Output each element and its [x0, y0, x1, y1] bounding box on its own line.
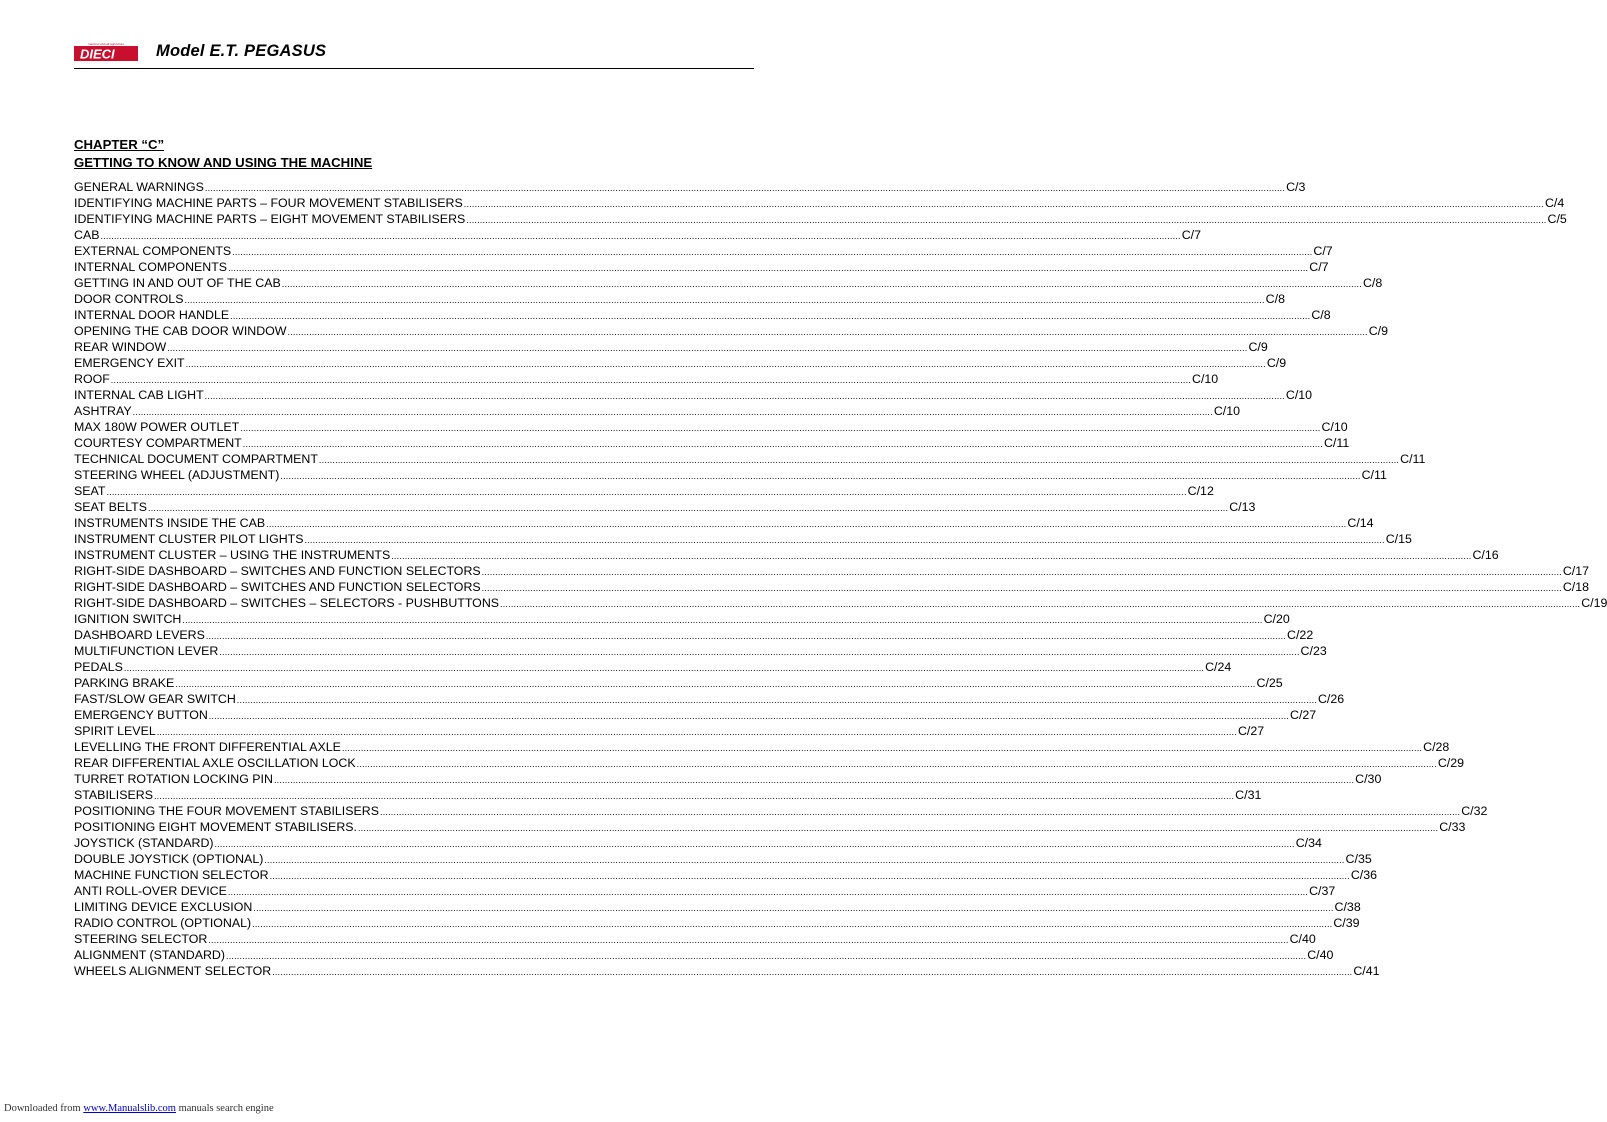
dot-leader: ................................................................................................................................................................................................................................................................................................................................................................................................................ [280, 471, 1361, 481]
toc-entry[interactable] [74, 307, 1331, 323]
toc-entry[interactable] [74, 579, 1590, 595]
dot-leader: ................................................................................................................................................................................................................................................................................................................................................................................................................ [214, 839, 1295, 849]
toc-entry[interactable] [74, 739, 1450, 755]
toc-entry-title: LEVELLING THE FRONT DIFFERENTIAL AXLE [74, 740, 341, 754]
toc-entry[interactable] [74, 643, 1327, 659]
toc-entry-title: EMERGENCY BUTTON [74, 708, 208, 722]
toc-entry-page: C/30 [1355, 772, 1382, 786]
toc-entry-title: INSTRUMENT CLUSTER PILOT LIGHTS [74, 532, 304, 546]
toc-entry-title: WHEELS ALIGNMENT SELECTOR [74, 964, 272, 978]
toc-entry-title: SPIRIT LEVEL [74, 724, 156, 738]
toc-entry-page: C/5 [1547, 212, 1567, 226]
toc-entry-page: C/9 [1266, 356, 1287, 370]
toc-entry-title: IGNITION SWITCH [74, 612, 182, 626]
toc-entry-title: EMERGENCY EXIT [74, 356, 185, 370]
dot-leader: ................................................................................................................................................................................................................................................................................................................................................................................................................ [380, 807, 1461, 817]
dot-leader: ................................................................................................................................................................................................................................................................................................................................................................................................................ [204, 391, 1285, 401]
toc-entry-title: STEERING WHEEL (ADJUSTMENT) [74, 468, 280, 482]
toc-entry[interactable] [74, 387, 1313, 403]
toc-entry-title: TURRET ROTATION LOCKING PIN [74, 772, 273, 786]
toc-entry-page: C/40 [1289, 932, 1316, 946]
toc-entry[interactable] [74, 947, 1334, 963]
toc-entry[interactable] [74, 787, 1262, 803]
toc-entry[interactable] [74, 915, 1360, 931]
toc-entry-page: C/7 [1181, 228, 1201, 242]
toc-entry-title: RADIO CONTROL (OPTIONAL) [74, 916, 252, 930]
toc-entry[interactable] [74, 451, 1426, 467]
dieci-logo [74, 42, 138, 62]
toc-entry[interactable] [74, 403, 1240, 419]
toc-entry[interactable] [74, 435, 1350, 451]
download-footer [4, 1103, 274, 1114]
toc-entry[interactable] [74, 563, 1590, 579]
toc-entry-title: RIGHT-SIDE DASHBOARD – SWITCHES – SELECTORS - PUSHBUTTONS [74, 596, 500, 610]
dot-leader: ................................................................................................................................................................................................................................................................................................................................................................................................................ [167, 343, 1248, 353]
dot-leader: ................................................................................................................................................................................................................................................................................................................................................................................................................ [481, 583, 1562, 593]
toc-entry[interactable] [74, 275, 1383, 291]
dot-leader: ................................................................................................................................................................................................................................................................................................................................................................................................................ [356, 759, 1437, 769]
toc-entry-title: ANTI ROLL-OVER DEVICE [74, 884, 227, 898]
dot-leader: ................................................................................................................................................................................................................................................................................................................................................................................................................ [240, 423, 1321, 433]
dot-leader: ................................................................................................................................................................................................................................................................................................................................................................................................................ [264, 855, 1345, 865]
toc-entry[interactable] [74, 227, 1201, 243]
dot-leader: ................................................................................................................................................................................................................................................................................................................................................................................................................ [132, 407, 1213, 417]
dot-leader: ................................................................................................................................................................................................................................................................................................................................................................................................................ [228, 263, 1309, 273]
toc-entry-title: MAX 180W POWER OUTLET [74, 420, 240, 434]
toc-entry-title: REAR DIFFERENTIAL AXLE OSCILLATION LOCK [74, 756, 356, 770]
toc-entry-title: DASHBOARD LEVERS [74, 628, 205, 642]
toc-entry-title: TECHNICAL DOCUMENT COMPARTMENT [74, 452, 318, 466]
dot-leader: ................................................................................................................................................................................................................................................................................................................................................................................................................ [272, 967, 1353, 977]
dot-leader: ................................................................................................................................................................................................................................................................................................................................................................................................................ [281, 279, 1362, 289]
dot-leader: ................................................................................................................................................................................................................................................................................................................................................................................................................ [106, 487, 1187, 497]
chapter-title: GETTING TO KNOW AND USING THE MACHINE [74, 155, 373, 170]
toc-entry[interactable] [74, 371, 1219, 387]
toc-entry[interactable] [74, 771, 1382, 787]
toc-entry-title: FAST/SLOW GEAR SWITCH [74, 692, 236, 706]
toc-entry[interactable] [74, 547, 1499, 563]
toc-entry-title: RIGHT-SIDE DASHBOARD – SWITCHES AND FUNCTION SELECTORS [74, 564, 481, 578]
toc-entry-title: SEAT BELTS [74, 500, 147, 514]
toc-entry-page: C/3 [1286, 180, 1306, 194]
model-title: Model E.T. PEGASUS [156, 42, 327, 60]
dot-leader: ................................................................................................................................................................................................................................................................................................................................................................................................................ [148, 503, 1229, 513]
toc-entry[interactable] [74, 419, 1348, 435]
toc-entry-title: ASHTRAY [74, 404, 132, 418]
toc-entry[interactable] [74, 883, 1336, 899]
table-of-contents [74, 179, 1607, 979]
toc-entry[interactable] [74, 291, 1285, 307]
toc-entry-title: ROOF [74, 372, 110, 386]
toc-entry-title: IDENTIFYING MACHINE PARTS – EIGHT MOVEMENT STABILISERS [74, 212, 466, 226]
toc-entry-page: C/24 [1205, 660, 1232, 674]
toc-entry-page: C/29 [1437, 756, 1465, 770]
toc-entry[interactable] [74, 963, 1380, 979]
toc-entry[interactable] [74, 691, 1345, 707]
toc-entry-page: C/4 [1544, 196, 1565, 210]
toc-entry-title: STEERING SELECTOR [74, 932, 208, 946]
toc-entry-title: IDENTIFYING MACHINE PARTS – FOUR MOVEMENT STABILISERS [74, 196, 463, 210]
toc-entry[interactable] [74, 531, 1412, 547]
toc-entry[interactable] [74, 819, 1466, 835]
toc-entry-title: GETTING IN AND OUT OF THE CAB [74, 276, 281, 290]
toc-entry-page: C/8 [1311, 308, 1331, 322]
toc-entry[interactable] [74, 611, 1290, 627]
toc-entry-title: JOYSTICK (STANDARD) [74, 836, 214, 850]
toc-entry-page: C/11 [1323, 436, 1350, 450]
toc-entry[interactable] [74, 323, 1388, 339]
toc-entry-page: C/39 [1333, 916, 1360, 930]
toc-entry-title: SEAT [74, 484, 106, 498]
toc-entry[interactable] [74, 243, 1333, 259]
toc-entry[interactable] [74, 179, 1306, 195]
toc-entry-page: C/10 [1285, 388, 1313, 402]
logo-tagline: machine with all agriculture [88, 42, 125, 46]
toc-entry-title: POSITIONING THE FOUR MOVEMENT STABILISERS [74, 804, 379, 818]
footer-suffix: manuals search engine [175, 1103, 274, 1114]
dot-leader: ................................................................................................................................................................................................................................................................................................................................................................................................................ [230, 311, 1311, 321]
dot-leader: ................................................................................................................................................................................................................................................................................................................................................................................................................ [184, 295, 1265, 305]
toc-entry-page: C/10 [1192, 372, 1219, 386]
toc-entry-page: C/34 [1295, 836, 1322, 850]
toc-entry-page: C/8 [1362, 276, 1383, 290]
toc-entry[interactable] [74, 867, 1377, 883]
toc-entry-title: EXTERNAL COMPONENTS [74, 244, 232, 258]
logo-text: DIECI [80, 46, 115, 62]
toc-entry[interactable] [74, 195, 1565, 211]
toc-entry-title: COURTESY COMPARTMENT [74, 436, 242, 450]
dot-leader: ................................................................................................................................................................................................................................................................................................................................................................................................................ [318, 455, 1400, 465]
dot-leader: ................................................................................................................................................................................................................................................................................................................................................................................................................ [205, 631, 1287, 641]
toc-entry-page: C/7 [1313, 244, 1333, 258]
dot-leader: ................................................................................................................................................................................................................................................................................................................................................................................................................ [153, 791, 1235, 801]
toc-entry-title: CAB [74, 228, 100, 242]
toc-entry-page: C/41 [1353, 964, 1380, 978]
dot-leader: ................................................................................................................................................................................................................................................................................................................................................................................................................ [357, 823, 1439, 833]
toc-entry-page: C/7 [1309, 260, 1329, 274]
toc-entry-page: C/20 [1263, 612, 1290, 626]
dot-leader: ................................................................................................................................................................................................................................................................................................................................................................................................................ [182, 615, 1263, 625]
dot-leader: ................................................................................................................................................................................................................................................................................................................................................................................................................ [341, 743, 1423, 753]
toc-entry-title: STABILISERS [74, 788, 153, 802]
toc-entry[interactable] [74, 339, 1268, 355]
dot-leader: ................................................................................................................................................................................................................................................................................................................................................................................................................ [266, 519, 1347, 529]
toc-entry-title: MULTIFUNCTION LEVER [74, 644, 219, 658]
toc-entry[interactable] [74, 211, 1567, 227]
dot-leader: ................................................................................................................................................................................................................................................................................................................................................................................................................ [204, 183, 1286, 193]
dot-leader: ................................................................................................................................................................................................................................................................................................................................................................................................................ [466, 215, 1547, 225]
toc-entry-page: C/40 [1307, 948, 1334, 962]
toc-entry-page: C/28 [1423, 740, 1450, 754]
toc-entry[interactable] [74, 627, 1314, 643]
dot-leader: ................................................................................................................................................................................................................................................................................................................................................................................................................ [252, 919, 1333, 929]
toc-entry-title: OPENING THE CAB DOOR WINDOW [74, 324, 287, 338]
dot-leader: ................................................................................................................................................................................................................................................................................................................................................................................................................ [208, 711, 1289, 721]
toc-entry[interactable] [74, 899, 1361, 915]
toc-entry-page: C/36 [1350, 868, 1377, 882]
toc-entry-title: DOUBLE JOYSTICK (OPTIONAL) [74, 852, 264, 866]
toc-entry[interactable] [74, 707, 1317, 723]
toc-entry[interactable] [74, 499, 1256, 515]
dot-leader: ................................................................................................................................................................................................................................................................................................................................................................................................................ [269, 871, 1350, 881]
toc-entry[interactable] [74, 467, 1387, 483]
toc-entry[interactable] [74, 723, 1265, 739]
toc-entry-page: C/16 [1472, 548, 1499, 562]
dot-leader: ................................................................................................................................................................................................................................................................................................................................................................................................................ [391, 551, 1472, 561]
dot-leader: ................................................................................................................................................................................................................................................................................................................................................................................................................ [236, 695, 1317, 705]
toc-entry-page: C/14 [1347, 516, 1374, 530]
dot-leader: ................................................................................................................................................................................................................................................................................................................................................................................................................ [273, 775, 1355, 785]
toc-entry-title: INTERNAL DOOR HANDLE [74, 308, 230, 322]
toc-entry-page: C/12 [1187, 484, 1214, 498]
toc-entry[interactable] [74, 835, 1322, 851]
dot-leader: ................................................................................................................................................................................................................................................................................................................................................................................................................ [232, 247, 1313, 257]
dot-leader: ................................................................................................................................................................................................................................................................................................................................................................................................................ [227, 887, 1309, 897]
dot-leader: ................................................................................................................................................................................................................................................................................................................................................................................................................ [287, 327, 1368, 337]
toc-entry-title: PARKING BRAKE [74, 676, 175, 690]
toc-entry[interactable] [74, 755, 1465, 771]
toc-entry-title: INSTRUMENTS INSIDE THE CAB [74, 516, 266, 530]
toc-entry-page: C/11 [1400, 452, 1426, 466]
chapter-label: CHAPTER “C” [74, 137, 165, 152]
toc-entry-page: C/19 [1581, 596, 1607, 610]
toc-entry-page: C/37 [1309, 884, 1336, 898]
toc-entry-title: INSTRUMENT CLUSTER – USING THE INSTRUMENTS [74, 548, 391, 562]
toc-entry-title: PEDALS [74, 660, 123, 674]
dot-leader: ................................................................................................................................................................................................................................................................................................................................................................................................................ [253, 903, 1334, 913]
toc-entry-page: C/13 [1229, 500, 1256, 514]
toc-entry[interactable] [74, 259, 1329, 275]
toc-entry-page: C/10 [1321, 420, 1348, 434]
toc-entry-page: C/32 [1461, 804, 1488, 818]
dot-leader: ................................................................................................................................................................................................................................................................................................................................................................................................................ [304, 535, 1385, 545]
toc-entry-page: C/9 [1248, 340, 1268, 354]
toc-entry-title: MACHINE FUNCTION SELECTOR [74, 868, 269, 882]
toc-entry[interactable] [74, 931, 1316, 947]
toc-entry-title: REAR WINDOW [74, 340, 167, 354]
toc-entry-title: ALIGNMENT (STANDARD) [74, 948, 225, 962]
toc-entry-title: LIMITING DEVICE EXCLUSION [74, 900, 253, 914]
manualslib-link[interactable]: www.Manualslib.com [83, 1103, 176, 1114]
dot-leader: ................................................................................................................................................................................................................................................................................................................................................................................................................ [463, 199, 1544, 209]
toc-entry-page: C/23 [1300, 644, 1327, 658]
toc-entry-page: C/22 [1287, 628, 1314, 642]
dot-leader: ................................................................................................................................................................................................................................................................................................................................................................................................................ [110, 375, 1191, 385]
toc-entry-page: C/27 [1290, 708, 1317, 722]
toc-entry[interactable] [74, 515, 1374, 531]
toc-entry-title: DOOR CONTROLS [74, 292, 184, 306]
dot-leader: ................................................................................................................................................................................................................................................................................................................................................................................................................ [500, 599, 1581, 609]
page-header [74, 40, 754, 69]
toc-entry-page: C/10 [1213, 404, 1240, 418]
toc-entry-title: POSITIONING EIGHT MOVEMENT STABILISERS. [74, 820, 357, 834]
toc-entry[interactable] [74, 355, 1287, 371]
toc-entry-title: INTERNAL CAB LIGHT [74, 388, 204, 402]
toc-entry-page: C/26 [1317, 692, 1345, 706]
toc-entry-page: C/27 [1237, 724, 1265, 738]
footer-prefix: Downloaded from [4, 1103, 84, 1114]
toc-entry-page: C/35 [1345, 852, 1372, 866]
toc-entry[interactable] [74, 483, 1214, 499]
toc-entry-page: C/38 [1334, 900, 1361, 914]
dot-leader: ................................................................................................................................................................................................................................................................................................................................................................................................................ [156, 727, 1237, 737]
toc-entry-page: C/9 [1368, 324, 1388, 338]
toc-entry[interactable] [74, 803, 1488, 819]
dot-leader: ................................................................................................................................................................................................................................................................................................................................................................................................................ [242, 439, 1323, 449]
toc-entry[interactable] [74, 659, 1232, 675]
dot-leader: ................................................................................................................................................................................................................................................................................................................................................................................................................ [185, 359, 1266, 369]
toc-entry-page: C/18 [1562, 580, 1590, 594]
chapter-heading [74, 136, 372, 172]
dot-leader: ................................................................................................................................................................................................................................................................................................................................................................................................................ [481, 567, 1562, 577]
toc-entry-title: RIGHT-SIDE DASHBOARD – SWITCHES AND FUNCTION SELECTORS [74, 580, 481, 594]
toc-entry-page: C/25 [1256, 676, 1283, 690]
toc-entry[interactable] [74, 851, 1372, 867]
dot-leader: ................................................................................................................................................................................................................................................................................................................................................................................................................ [100, 231, 1181, 241]
toc-entry-title: INTERNAL COMPONENTS [74, 260, 228, 274]
toc-entry-page: C/17 [1562, 564, 1590, 578]
toc-entry-title: GENERAL WARNINGS [74, 180, 204, 194]
toc-entry-page: C/8 [1265, 292, 1285, 306]
toc-entry-page: C/15 [1385, 532, 1412, 546]
dot-leader: ................................................................................................................................................................................................................................................................................................................................................................................................................ [219, 647, 1300, 657]
dot-leader: ................................................................................................................................................................................................................................................................................................................................................................................................................ [123, 663, 1205, 673]
toc-entry-page: C/11 [1361, 468, 1387, 482]
dot-leader: ................................................................................................................................................................................................................................................................................................................................................................................................................ [208, 935, 1289, 945]
toc-entry[interactable] [74, 595, 1607, 611]
dot-leader: ................................................................................................................................................................................................................................................................................................................................................................................................................ [226, 951, 1307, 961]
toc-entry-page: C/33 [1439, 820, 1466, 834]
dot-leader: ................................................................................................................................................................................................................................................................................................................................................................................................................ [175, 679, 1256, 689]
toc-entry-page: C/31 [1235, 788, 1262, 802]
toc-entry[interactable] [74, 675, 1283, 691]
